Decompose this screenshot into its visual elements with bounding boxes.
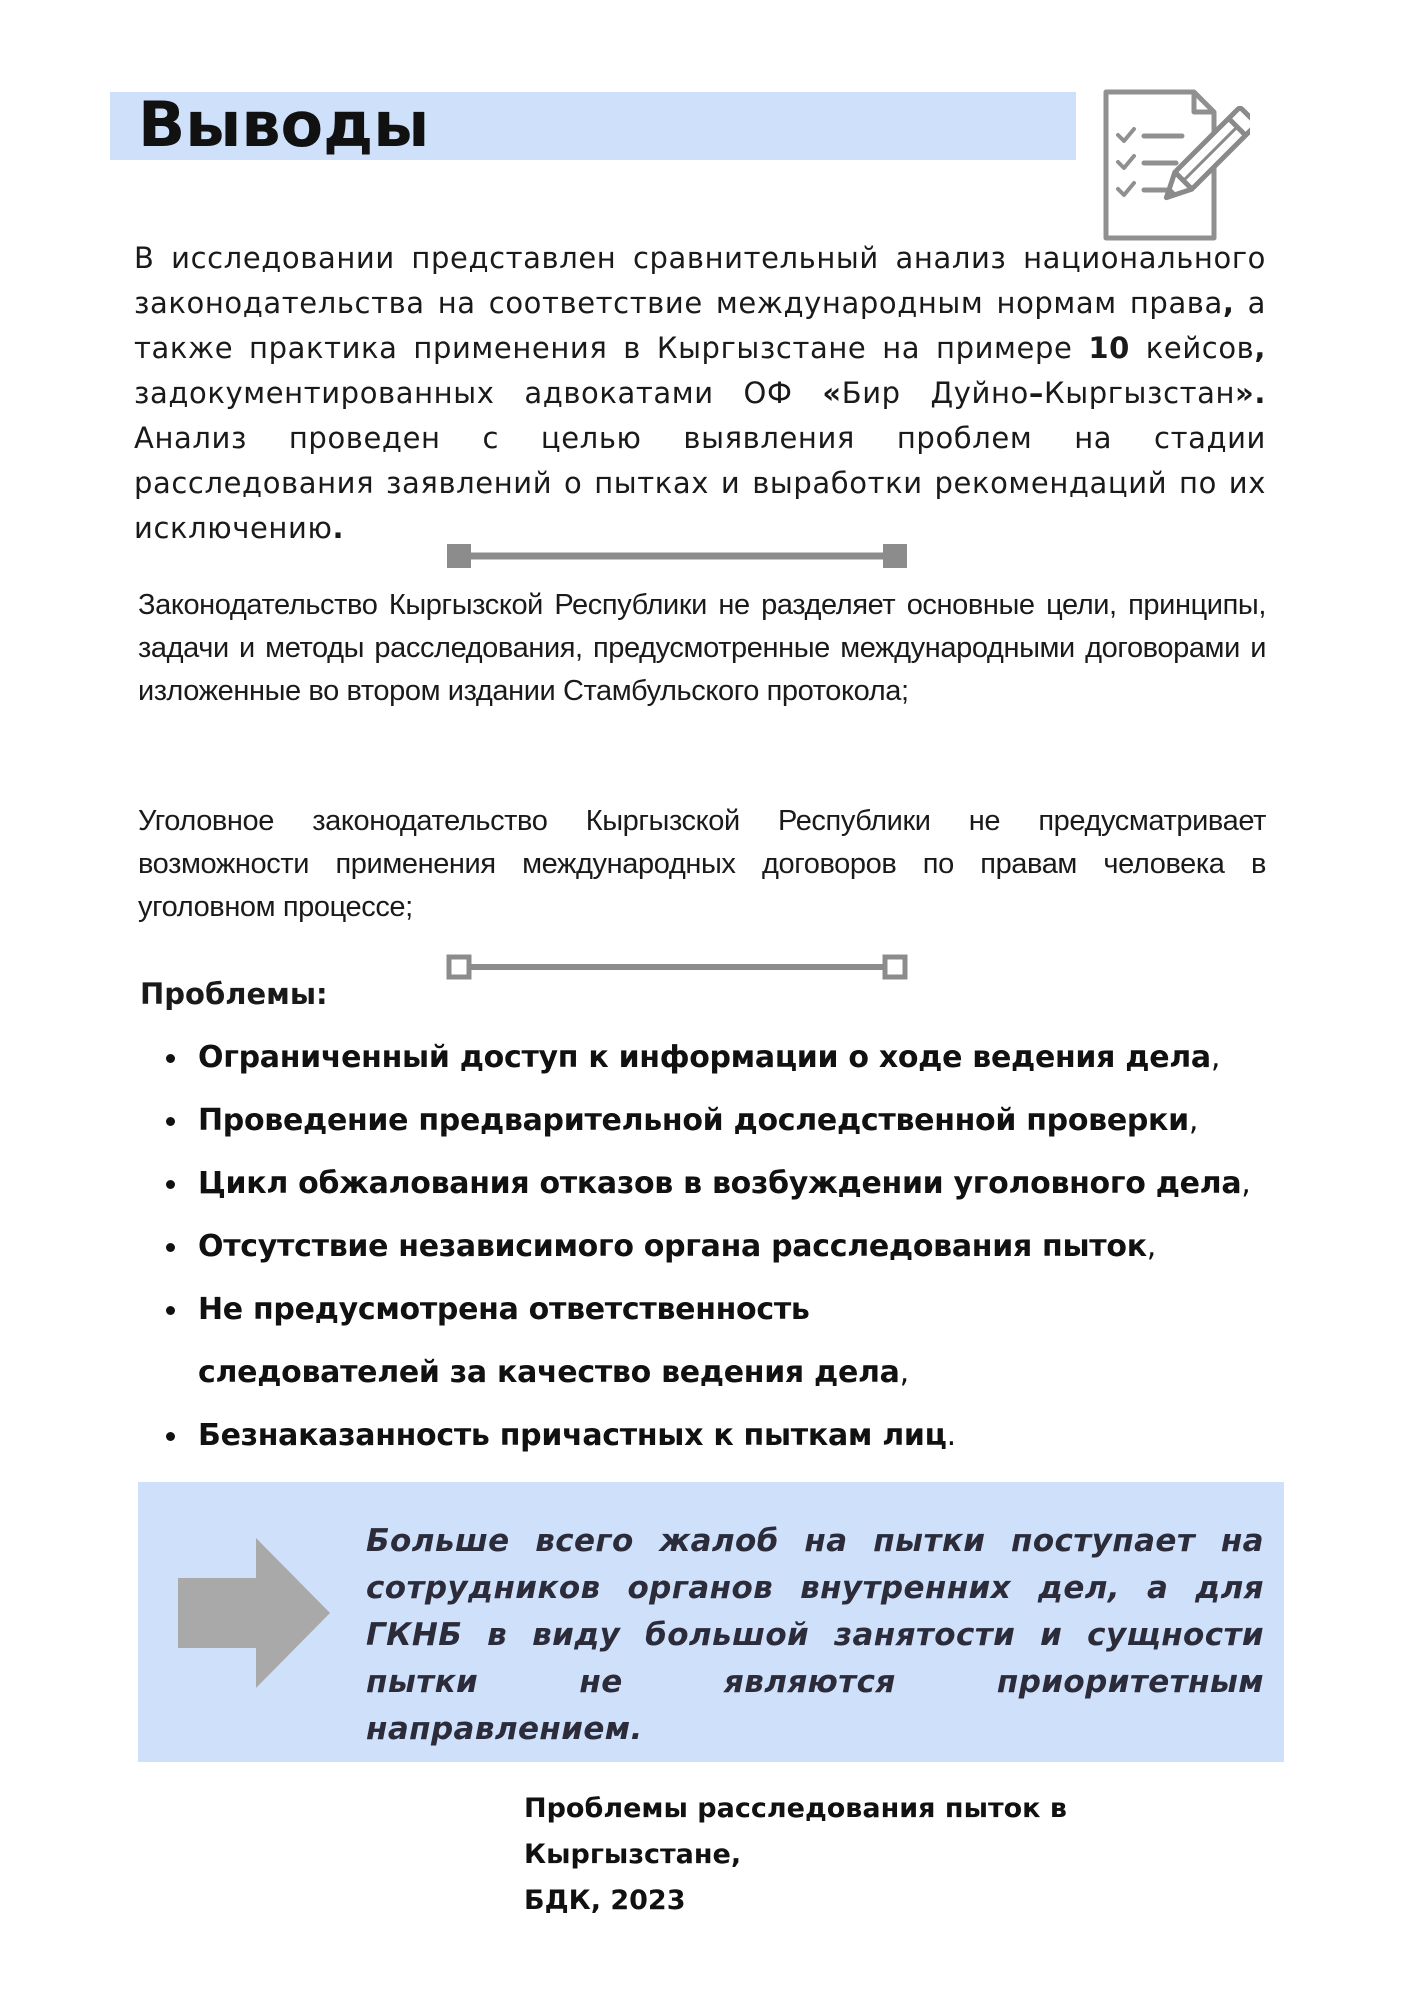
list-item: Отсутствие независимого органа расследования пыток, [164,1215,1304,1278]
section-divider [444,950,910,984]
source-citation [524,1786,1284,1924]
checklist-pencil-icon [1090,88,1250,244]
section-divider [444,539,910,573]
source-publisher-year: БДК, 2023 [524,1885,686,1916]
list-item: Не предусмотрена ответственность следователей за качество ведения дела, [164,1278,1304,1404]
finding-legislation: Законодательство Кыргызской Республики не разделяет основные цели, принципы, задачи и методы расследования, предусмотренные международными договорами и изложенные во втором издании Стамбульского протокола; [138,589,1266,707]
list-item: Безнаказанность причастных к пыткам лиц. [164,1404,1304,1467]
list-item: Проведение предварительной доследственной проверки, [164,1089,1304,1152]
page-title: Выводы [138,88,430,161]
list-item: Ограниченный доступ к информации о ходе ведения дела, [164,1026,1304,1089]
problems-list [164,1026,1304,1467]
problems-heading: Проблемы: [140,977,328,1011]
source-title: Проблемы расследования пыток в Кыргызстане, [524,1793,1067,1870]
callout-text: Больше всего жалоб на пытки поступает на сотрудников органов внутренних дел, а для ГКНБ в виду большой занятости и сущности пытки не являются приоритетным направлением. [366,1523,1264,1747]
right-arrow-icon [178,1538,330,1688]
case-count: 10 [1088,331,1130,365]
finding-criminal-law: Уголовное законодательство Кыргызской Республики не предусматривает возможности применения международных договоров по правам человека в уголовном процессе; [138,805,1266,923]
intro-paragraph: В исследовании представлен сравнительный анализ национального законодательства на соответствие международным нормам права, а также практика применения в Кыргызстане на примере 10 кейсов, задокументированных адвокатами ОФ «Бир Дуйно–Кыргызстан». Анализ проведен с целью выявления проблем на стадии расследования заявлений о пытках и выработки рекомендаций по их исключению. [134,241,1266,545]
list-item: Цикл обжалования отказов в возбуждении уголовного дела, [164,1152,1304,1215]
